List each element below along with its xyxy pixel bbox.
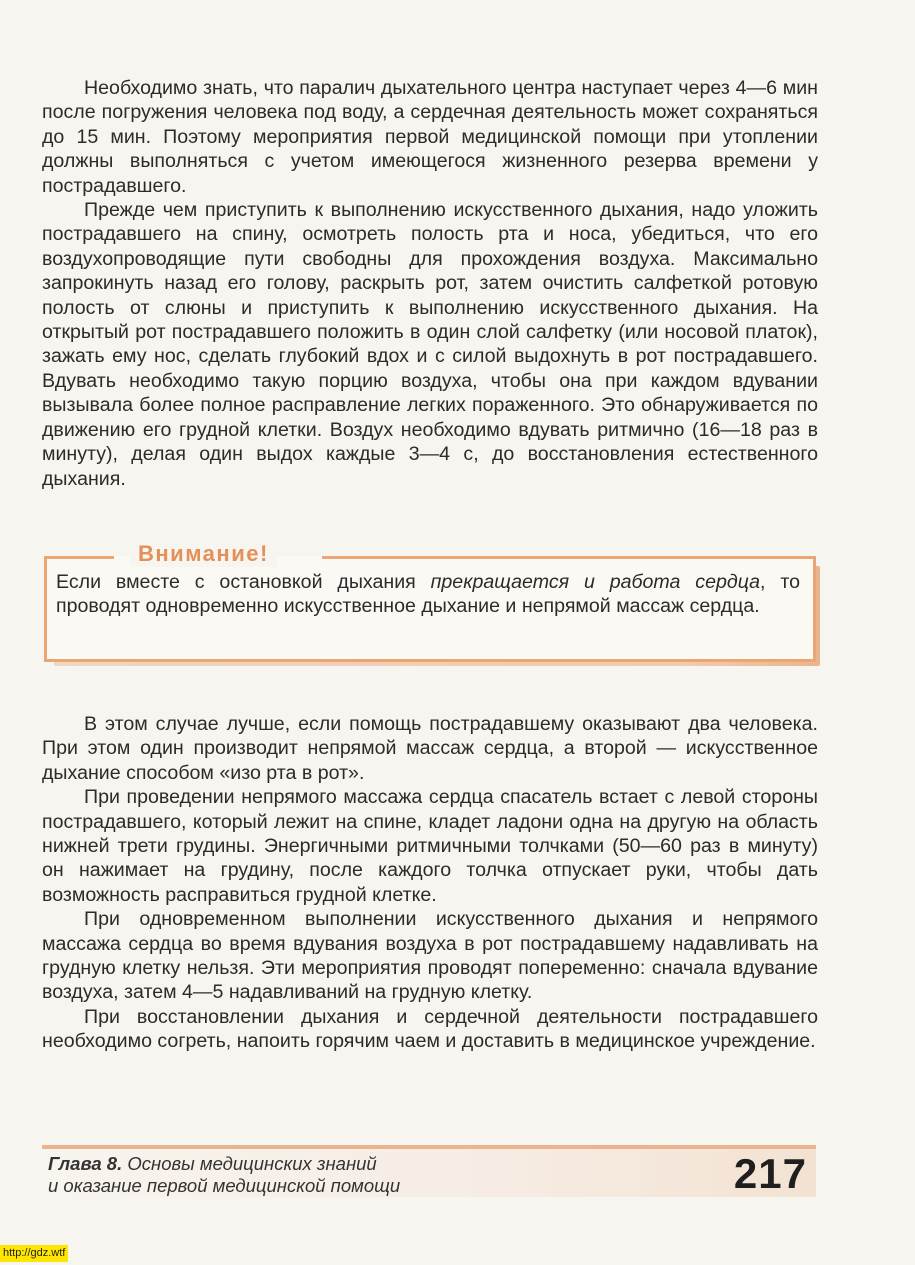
- paragraph: Прежде чем приступить к выполнению искусственного дыхания, надо уложить пострадавшего на спину, осмотреть полость рта и носа, убедиться, что его воздухопроводящие пути свободны для прохождения воздуха. Максимально запрокинуть назад его голову, раскрыть рот, затем очистить салфеткой ротовую полость от слюны и приступить к выполнению искусственного дыхания. На открытый рот пострадавшего положить в один слой салфетку (или носовой платок), зажать ему нос, сделать глубокий вдох и с силой выдохнуть в рот пострадавшего. Вдувать необходимо такую порцию воздуха, чтобы она при каждом вдувании вызывала более полное расправление легких пораженного. Это обнаруживается по движению его грудной клетки. Воздух необходимо вдувать ритмично (16—18 раз в минуту), делая один выдох каждые 3—4 с, до восстановления естественного дыхания.: [42, 199, 818, 490]
- chapter-title-line2: и оказание первой медицинской помощи: [48, 1175, 401, 1196]
- watermark-link[interactable]: http://gdz.wtf: [0, 1245, 68, 1262]
- footer-chapter-title: [48, 1153, 400, 1197]
- callout-border-left: [44, 556, 114, 559]
- body-text-bottom: [42, 712, 818, 1054]
- callout-text: [56, 570, 800, 619]
- chapter-label: Глава 8.: [48, 1153, 123, 1174]
- callout-text-before: Если вместе с остановкой дыхания: [56, 571, 431, 593]
- paragraph: Необходимо знать, что паралич дыхательного центра наступает через 4—6 мин после погружения человека под воду, а сердечная деятельность может сохраняться до 15 мин. Поэтому мероприятия первой медицинской помощи при утоплении должны выполняться с учетом имеющегося жизненного резерва времени у пострадавшего.: [42, 77, 818, 197]
- callout-text-emphasis: прекращается и работа сердца: [430, 571, 761, 593]
- body-text-top: [42, 76, 818, 491]
- paragraph: При восстановлении дыхания и сердечной деятельности пострадавшего необходимо согреть, напоить горячим чаем и доставить в медицинское учреждение.: [42, 1005, 818, 1053]
- callout-text-after: , то проводят одновременно искусственное дыхание и непрямой массаж сердца.: [56, 571, 800, 618]
- paragraph: В этом случае лучше, если помощь пострадавшему оказывают два человека. При этом один производит непрямой массаж сердца, а второй — искусственное дыхание способом «изо рта в рот».: [42, 713, 818, 784]
- page-number: 217: [733, 1150, 807, 1197]
- paragraph: При одновременном выполнении искусственного дыхания и непрямого массажа сердца во время вдувания воздуха в рот пострадавшему надавливать на грудную клетку нельзя. Эти мероприятия проводят попеременно: сначала вдувание воздуха, затем 4—5 надавливаний на грудную клетку.: [42, 908, 818, 1004]
- paragraph: При проведении непрямого массажа сердца спасатель встает с левой стороны пострадавшего, который лежит на спине, кладет ладони одна на другую на область нижней трети грудины. Энергичными ритмичными толчками (50—60 раз в минуту) он нажимает на грудину, после каждого толчка отпускает руки, чтобы дать возможность расправиться грудной клетке.: [42, 786, 818, 906]
- chapter-title-line1: Основы медицинских знаний: [122, 1153, 377, 1174]
- attention-callout: [44, 541, 816, 662]
- callout-title: Внимание!: [130, 541, 277, 567]
- callout-border-right: [322, 556, 816, 559]
